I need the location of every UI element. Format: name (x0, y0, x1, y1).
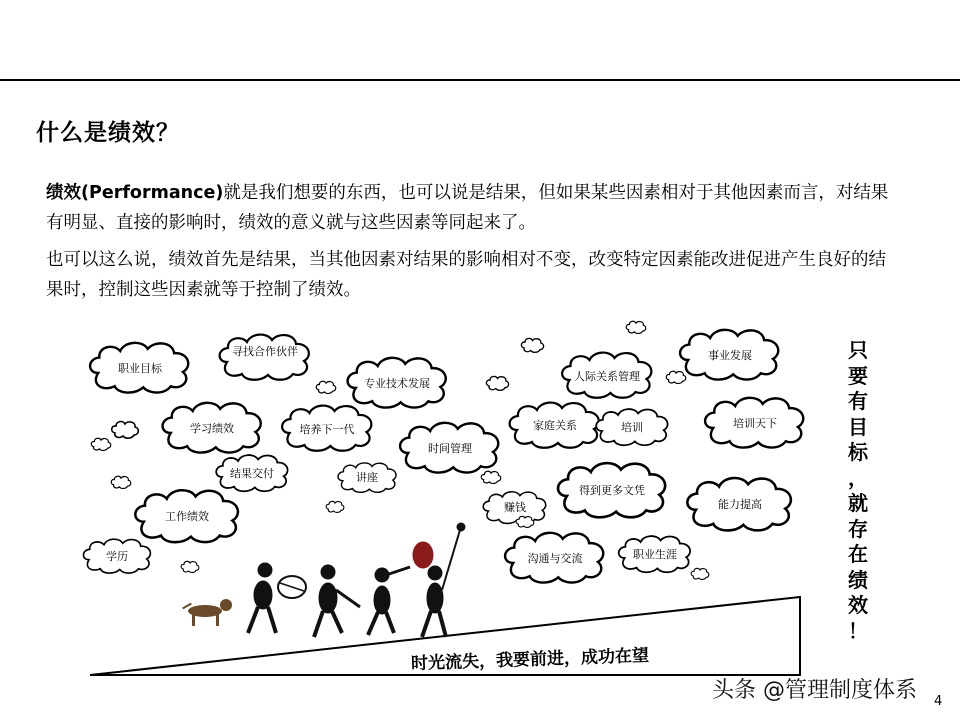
cloud-label: 培训天下 (733, 417, 777, 430)
page-number: 4 (934, 694, 943, 709)
cloud-work-performance (135, 490, 238, 542)
slogan-char: 要 (848, 363, 868, 388)
cloud-label: 职业生涯 (633, 548, 677, 561)
cloud-learning (163, 403, 261, 453)
cloud-partner (220, 335, 309, 380)
cloud-label: 工作绩效 (165, 510, 209, 523)
cloud-ability (687, 478, 791, 530)
cloud-career-development (680, 330, 778, 380)
cloud-money (483, 492, 545, 524)
slogan-char: 标 (848, 440, 868, 464)
cloud-label: 讲座 (356, 471, 378, 484)
cloud-label: 寻找合作伙伴 (232, 345, 298, 358)
slogan-char: 有 (848, 389, 868, 413)
cloud-label: 赚钱 (504, 501, 526, 514)
cloud-time (400, 423, 498, 473)
watermark: 头条 @管理制度体系 (712, 678, 917, 703)
slogan-char: ！ (848, 618, 868, 643)
cloud-label: 职业目标 (118, 362, 162, 375)
cloud-results (216, 455, 287, 491)
explanation-paragraph: 也可以这么说，绩效首先是结果，当其他因素对结果的影响相对不变，改变特定因素能改进促进产生良好的结果时，控制这些因素就等于控制了绩效。 (46, 250, 886, 300)
slogan-char: ， (848, 465, 868, 490)
vertical-slogan (846, 338, 870, 644)
cloud-family (510, 403, 599, 448)
definition-text: 就是我们想要的东西，也可以说是结果，但如果某些因素相对于其他因素而言，对结果有明显、直接的影响时，绩效的意义就与这些因素等同起来了。 (46, 183, 889, 233)
cloud-label: 培训 (621, 421, 643, 434)
cartoon-illustration (60, 315, 840, 685)
cloud-label: 学习绩效 (190, 422, 234, 435)
cloud-tech-development (348, 358, 446, 408)
ramp-caption: 时光流失，我要前进，成功在望 (410, 645, 650, 675)
cloud-world (705, 398, 803, 448)
page-title: 什么是绩效？ (36, 119, 180, 146)
cloud-label: 结果交付 (230, 467, 274, 480)
top-rule (0, 79, 960, 81)
cloud-label: 得到更多文凭 (579, 484, 645, 497)
cloud-label: 人际关系管理 (574, 370, 640, 383)
cloud-label: 能力提高 (718, 498, 762, 511)
cloud-diploma (558, 463, 665, 517)
cloud-training (596, 409, 667, 445)
cloud-relationships (562, 353, 651, 398)
cloud-education (83, 539, 150, 573)
slogan-char: 只 (848, 338, 868, 362)
cloud-career-life (619, 536, 690, 572)
cloud-label: 事业发展 (708, 349, 752, 362)
performance-term: 绩效(Performance) (46, 183, 224, 203)
slogan-char: 就 (848, 491, 868, 515)
cloud-next-generation (282, 406, 371, 451)
cloud-label: 时间管理 (428, 442, 472, 455)
band-figures (248, 523, 465, 637)
slogan-char: 绩 (848, 567, 868, 592)
slogan-char: 在 (848, 542, 868, 566)
cloud-label: 培养下一代 (299, 423, 355, 436)
cloud-label: 学历 (106, 550, 128, 563)
slogan-char: 目 (848, 414, 868, 439)
cloud-label: 专业技术发展 (364, 377, 430, 390)
cloud-label: 家庭关系 (533, 419, 577, 432)
cloud-communication (505, 533, 603, 583)
cloud-label: 沟通与交流 (527, 552, 583, 565)
dog-figure (182, 599, 232, 626)
slogan-char: 存 (848, 516, 868, 541)
definition-paragraph (46, 178, 896, 238)
slogan-char: 效 (848, 593, 868, 617)
cloud-lecture (338, 463, 396, 492)
cloud-career-goal (90, 343, 188, 393)
